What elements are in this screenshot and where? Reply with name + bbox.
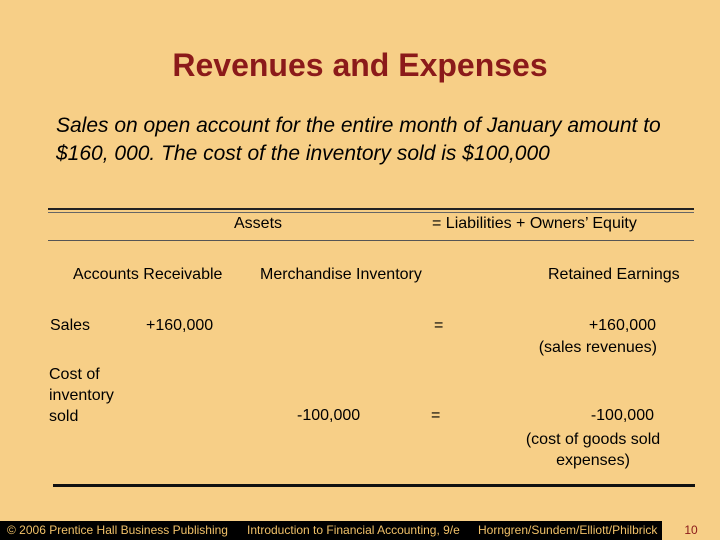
bottom-rule (53, 484, 695, 487)
row-cogs-label: Cost of inventory sold (49, 366, 114, 425)
column-accounts-receivable: Accounts Receivable (73, 266, 223, 283)
column-merchandise-inventory: Merchandise Inventory (260, 266, 422, 283)
row-cogs-mi: -100,000 (297, 407, 361, 424)
footer-authors: Horngren/Sundem/Elliott/Philbrick (478, 523, 658, 537)
row-sales-re-value: +160,000 (588, 317, 656, 334)
assets-header: Assets (234, 215, 283, 232)
row-cogs-re-value: -100,000 (590, 407, 654, 424)
row-cogs-equals: = (431, 407, 441, 424)
header-rule (48, 240, 694, 241)
intro-text: Sales on open account for the entire month of January amount to $160, 000. The cost of the inventory sold is $100,000 (56, 114, 661, 165)
column-retained-earnings: Retained Earnings (548, 266, 680, 283)
footer-copyright: © 2006 Prentice Hall Business Publishing (7, 523, 228, 537)
footer-bar (0, 521, 720, 540)
liabilities-equity-header: = Liabilities + Owners’ Equity (432, 215, 637, 232)
row-sales-ar: +160,000 (146, 317, 214, 334)
top-rule (48, 208, 694, 210)
page-number: 10 (662, 521, 720, 540)
row-sales-label: Sales (50, 317, 91, 334)
row-sales-re-note: (sales revenues) (538, 339, 657, 356)
slide-title: Revenues and Expenses (172, 47, 548, 83)
row-cogs-re-note: (cost of goods sold expenses) (525, 431, 661, 469)
row-sales-equals: = (434, 317, 444, 334)
top-rule-thin (48, 212, 694, 213)
footer-book-title: Introduction to Financial Accounting, 9/e (247, 523, 460, 537)
